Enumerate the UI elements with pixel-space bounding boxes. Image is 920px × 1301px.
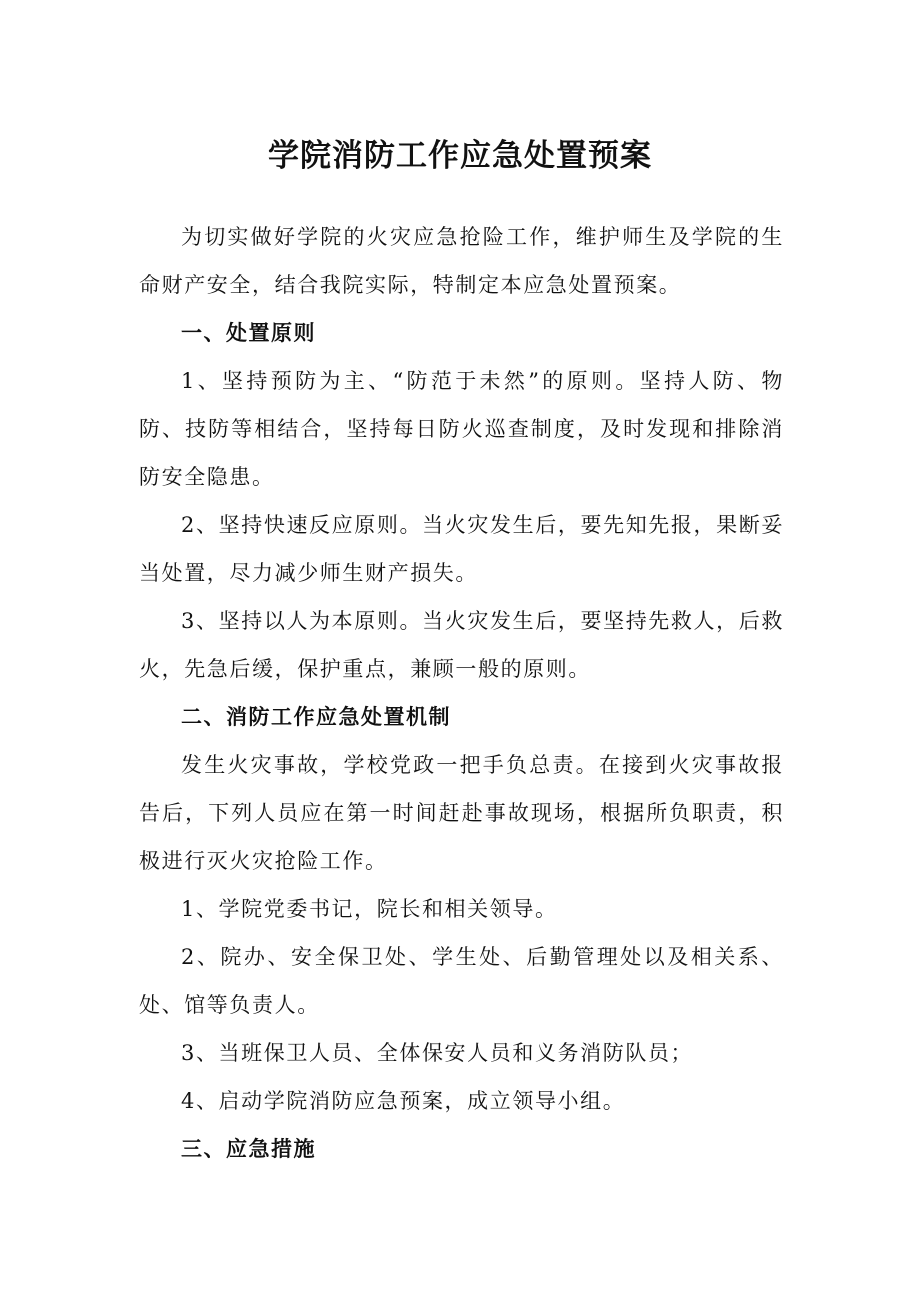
section-heading-mechanism: 二、消防工作应急处置机制 bbox=[181, 705, 451, 729]
mechanism-item-1: 1、学院党委书记，院长和相关领导。 bbox=[181, 897, 558, 921]
principle-paragraph-3: 3、坚持以人为本原则。当火灾发生后，要坚持先救人，后救火，先急后缓，保护重点，兼顾一般的原则。 bbox=[139, 609, 784, 681]
document-body bbox=[139, 213, 784, 1173]
principle-paragraph-1: 1、坚持预防为主、“防范于未然”的原则。坚持人防、物防、技防等相结合，坚持每日防火巡查制度，及时发现和排除消防安全隐患。 bbox=[139, 369, 784, 489]
section-heading-measures: 三、应急措施 bbox=[181, 1137, 316, 1161]
mechanism-item-3: 3、当班保卫人员、全体保安人员和义务消防队员； bbox=[181, 1041, 694, 1065]
mechanism-item-2: 2、院办、安全保卫处、学生处、后勤管理处以及相关系、处、馆等负责人。 bbox=[139, 945, 784, 1017]
principle-paragraph-2: 2、坚持快速反应原则。当火灾发生后，要先知先报，果断妥当处置，尽力减少师生财产损失。 bbox=[139, 513, 784, 585]
mechanism-paragraph: 发生火灾事故，学校党政一把手负总责。在接到火灾事故报告后，下列人员应在第一时间赶赴事故现场，根据所负职责，积极进行灭火灾抢险工作。 bbox=[139, 753, 784, 873]
section-heading-principles: 一、处置原则 bbox=[181, 321, 316, 345]
document-title: 学院消防工作应急处置预案 bbox=[268, 138, 652, 174]
mechanism-item-4: 4、启动学院消防应急预案，成立领导小组。 bbox=[181, 1089, 626, 1113]
intro-paragraph: 为切实做好学院的火灾应急抢险工作，维护师生及学院的生命财产安全，结合我院实际，特制定本应急处置预案。 bbox=[139, 225, 784, 297]
